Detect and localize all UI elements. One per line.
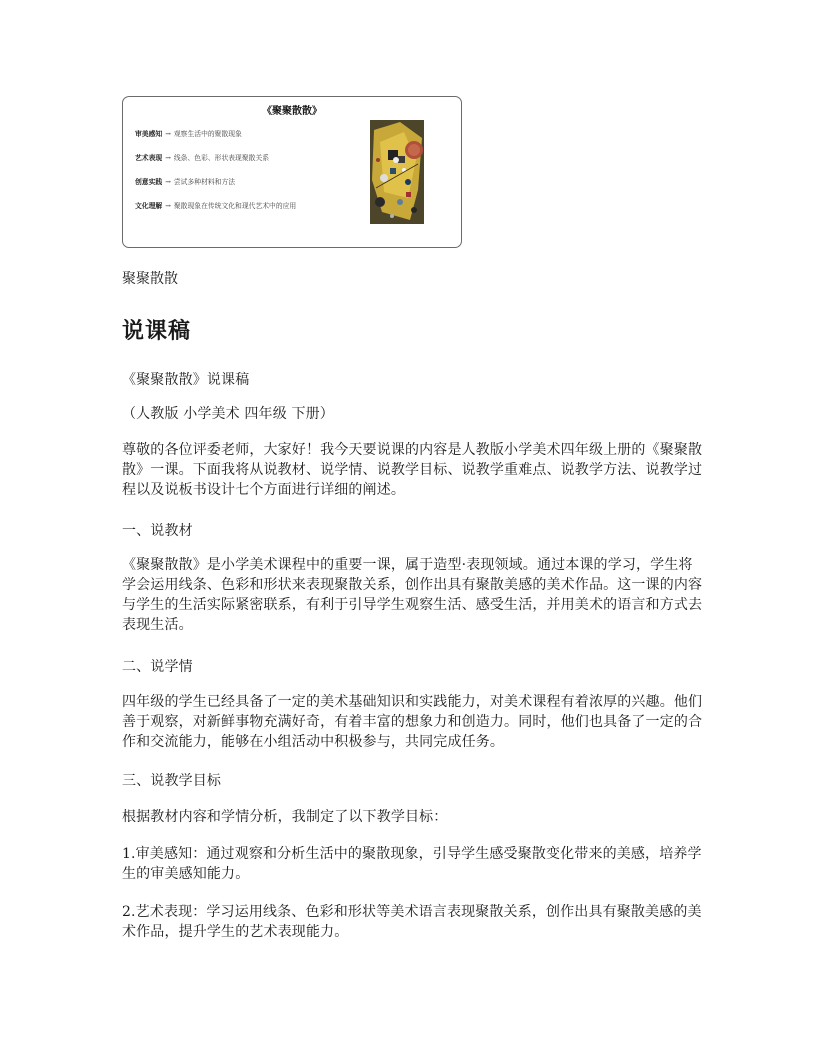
doc-title-line: 《聚聚散散》说课稿 [122, 372, 250, 388]
figure-goal-row [135, 128, 242, 140]
goal-desc: 观察生活中的聚散现象 [173, 130, 242, 138]
figure-goal-row [135, 152, 269, 164]
section-heading: 一、说教材 [122, 523, 193, 539]
goal-desc: 线条、色彩、形状表现聚散关系 [173, 154, 270, 162]
goal-key: 文化理解 [135, 202, 163, 210]
intro-paragraph: 尊敬的各位评委老师，大家好！我今天要说课的内容是人教版小学美术四年级上册的《聚聚散散》一课。下面我将从说教材、说学情、说教学目标、说教学重难点、说教学方法、说教学过程以及说板书设计七个方面进行详细的阐述。 [122, 442, 703, 498]
goal-key: 艺术表现 [135, 154, 163, 162]
edition-line: （人教版 小学美术 四年级 下册） [122, 406, 334, 422]
arrow-right-icon: → [165, 202, 171, 210]
figure-title: 《聚聚散散》 [262, 106, 322, 117]
arrow-right-icon: → [165, 178, 171, 186]
arrow-right-icon: → [165, 130, 171, 138]
section-paragraph: 根据教材内容和学情分析，我制定了以下教学目标： [122, 809, 448, 825]
goal-desc: 聚散现象在传统文化和现代艺术中的应用 [173, 202, 297, 210]
section-paragraph: 《聚聚散散》是小学美术课程中的重要一课，属于造型·表现领域。通过本课的学习，学生将学会运用线条、色彩和形状来表现聚散关系，创作出具有聚散美感的美术作品。这一课的内容与学生的生活实际紧密联系，有利于引导学生观察生活、感受生活，并用美术的语言和方式去表现生活。 [122, 557, 703, 633]
section-heading: 二、说学情 [122, 659, 193, 675]
figure-goal-row [135, 176, 235, 188]
goal-item: 1.审美感知：通过观察和分析生活中的聚散现象，引导学生感受聚散变化带来的美感，培养学生的审美感知能力。 [122, 846, 702, 882]
arrow-right-icon: → [165, 154, 171, 162]
lesson-objectives-figure [122, 96, 462, 248]
goal-item: 2.艺术表现：学习运用线条、色彩和形状等美术语言表现聚散关系，创作出具有聚散美感的美术作品，提升学生的艺术表现能力。 [122, 904, 702, 940]
page-title: 说课稿 [122, 318, 192, 344]
figure-caption: 聚聚散散 [122, 271, 178, 287]
section-paragraph: 四年级的学生已经具备了一定的美术基础知识和实践能力，对美术课程有着浓厚的兴趣。他们善于观察，对新鲜事物充满好奇，有着丰富的想象力和创造力。同时，他们也具备了一定的合作和交流能力，能够在小组活动中积极参与，共同完成任务。 [122, 694, 703, 750]
figure-goal-row [135, 200, 296, 212]
abstract-painting-thumbnail [370, 120, 424, 224]
goal-key: 创意实践 [135, 178, 163, 186]
goal-desc: 尝试多种材料和方法 [173, 178, 236, 186]
goal-key: 审美感知 [135, 130, 163, 138]
section-heading: 三、说教学目标 [122, 773, 222, 789]
